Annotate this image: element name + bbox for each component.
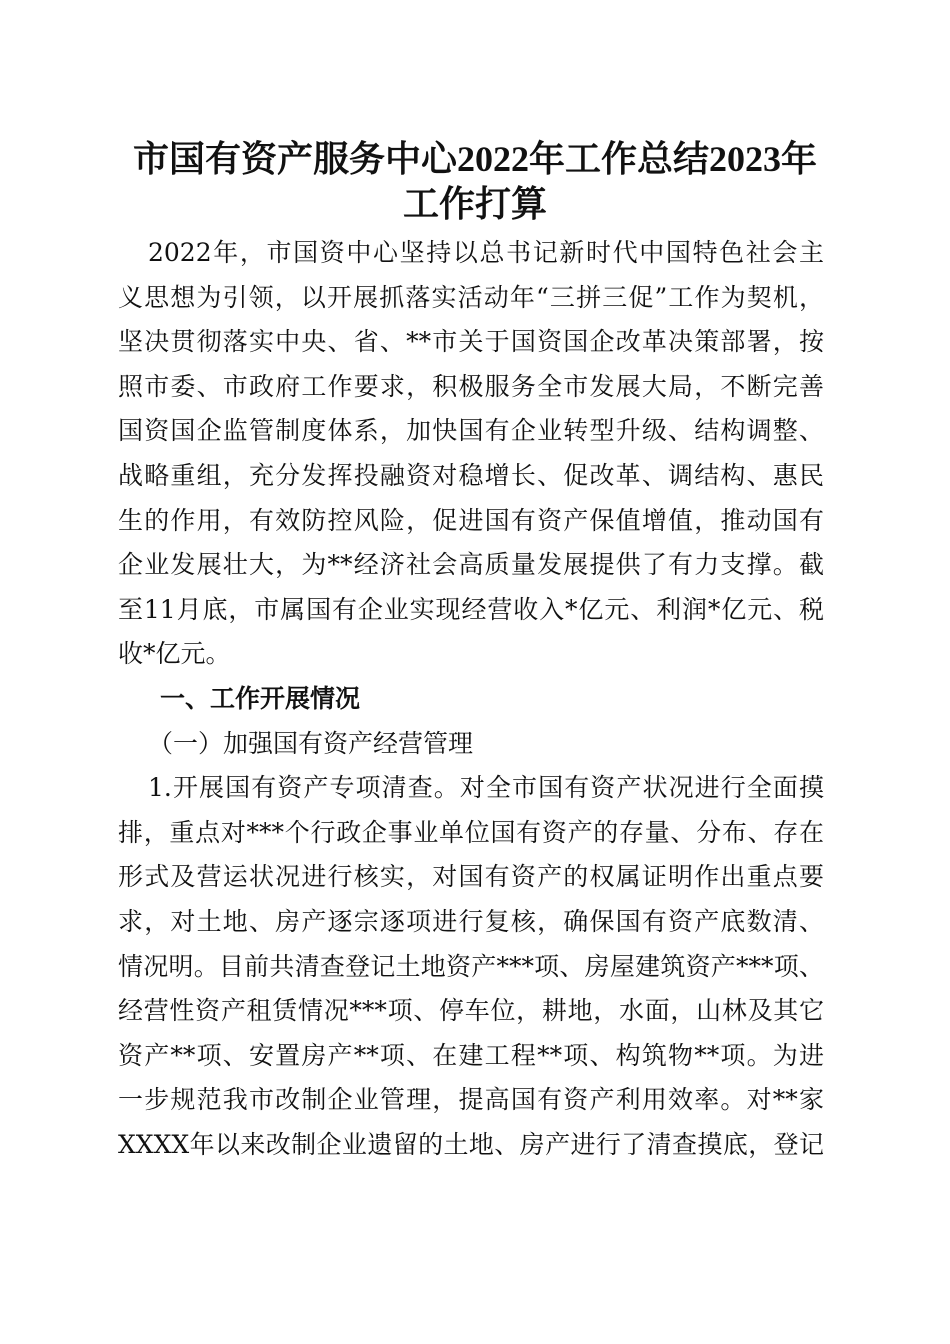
document-title-line-2: 工作打算 [402, 184, 547, 224]
paragraph-line: 一步规范我市改制企业管理，提高国有资产利用效率。对**家 [118, 1085, 824, 1115]
paragraph-line: 企业发展壮大，为**经济社会高质量发展提供了有力支撑。截 [118, 550, 824, 580]
paragraph-line: 收*亿元。 [118, 639, 231, 669]
document-body [118, 231, 824, 1167]
paragraph-line: 情况明。目前共清查登记土地资产***项、房屋建筑资产***项、 [118, 951, 824, 981]
paragraph-line: 战略重组，充分发挥投融资对稳增长、促改革、调结构、惠民 [118, 460, 824, 490]
paragraph-line: 经营性资产租赁情况***项、停车位，耕地，水面，山林及其它 [118, 996, 824, 1026]
paragraph-line: 照市委、市政府工作要求，积极服务全市发展大局，不断完善 [118, 371, 824, 401]
paragraph-line: 生的作用，有效防控风险，促进国有资产保值增值，推动国有 [118, 505, 824, 535]
paragraph-line: 形式及营运状况进行核实，对国有资产的权属证明作出重点要 [118, 862, 824, 892]
paragraph-line: 至11月底，市属国有企业实现经营收入*亿元、利润*亿元、税 [118, 594, 824, 624]
paragraph-line: 1.开展国有资产专项清查。对全市国有资产状况进行全面摸 [148, 773, 824, 803]
paragraph-line: 资产**项、安置房产**项、在建工程**项、构筑物**项。为进 [118, 1040, 824, 1070]
paragraph-line: XXXX年以来改制企业遗留的土地、房产进行了清查摸底，登记 [118, 1129, 824, 1159]
section-heading: 一、工作开展情况 [160, 683, 361, 713]
subsection-heading: （一）加强国有资产经营管理 [148, 728, 474, 758]
paragraph-line: 国资国企监管制度体系，加快国有企业转型升级、结构调整、 [118, 416, 824, 446]
paragraph-line: 义思想为引领，以开展抓落实活动年“三拼三促”工作为契机， [118, 282, 824, 312]
paragraph-line: 排，重点对***个行政企事业单位国有资产的存量、分布、存在 [118, 817, 824, 847]
paragraph-line: 坚决贯彻落实中央、省、**市关于国资国企改革决策部署，按 [118, 327, 824, 357]
document-title-line-1: 市国有资产服务中心2022年工作总结2023年 [132, 139, 817, 179]
paragraph-line: 求，对土地、房产逐宗逐项进行复核，确保国有资产底数清、 [118, 906, 824, 936]
paragraph-line: 2022年，市国资中心坚持以总书记新时代中国特色社会主 [148, 238, 824, 267]
